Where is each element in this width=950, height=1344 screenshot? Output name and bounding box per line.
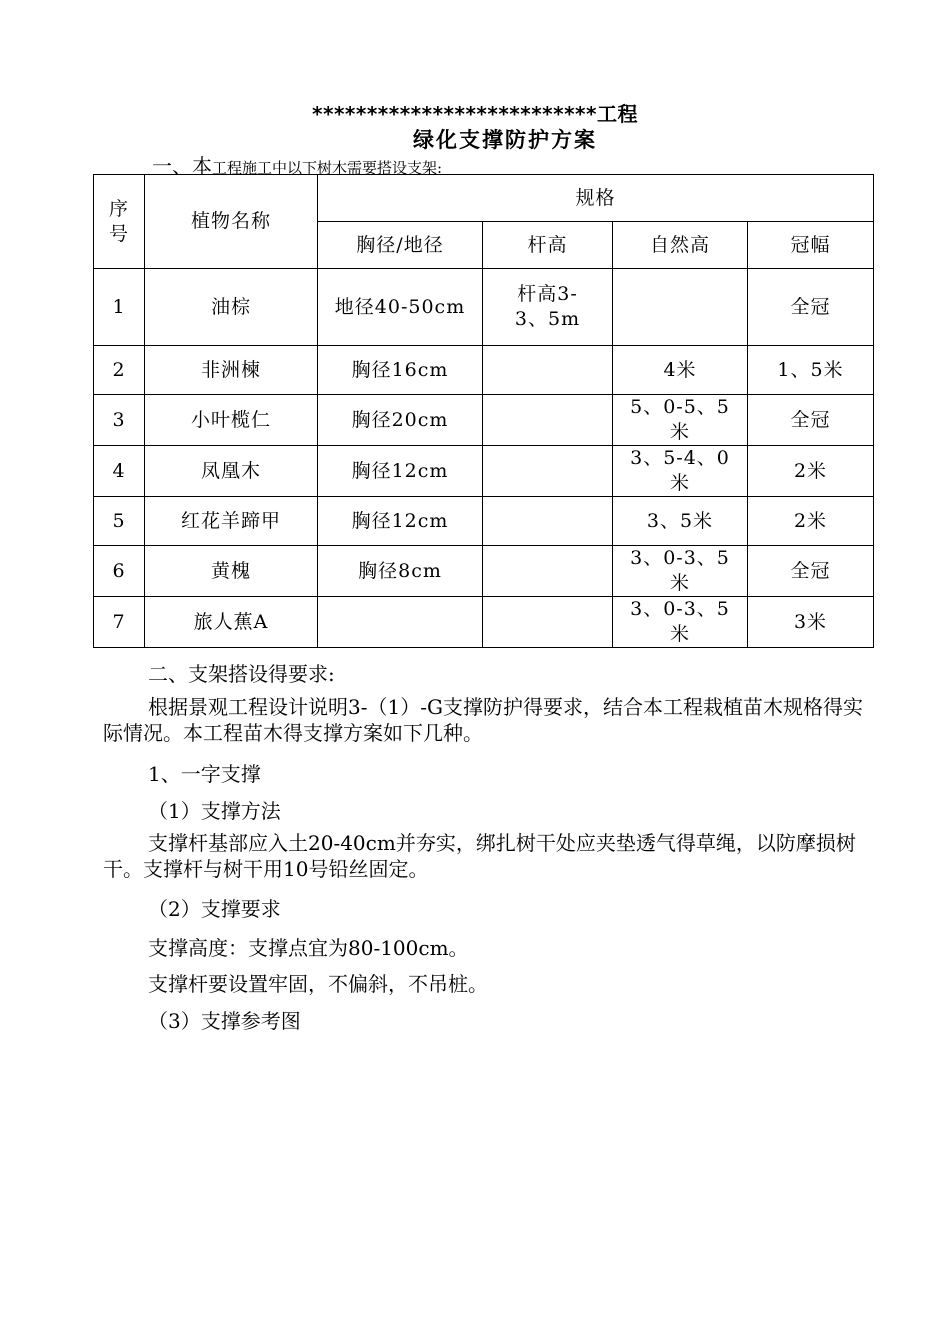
cell-pole-height [483,597,613,648]
cell-name: 旅人蕉A [145,597,318,648]
cell-crown: 1、5米 [748,346,874,395]
cell-diameter [318,597,483,648]
line-support-firm: 支撑杆要设置牢固，不偏斜，不吊桩。 [148,972,488,996]
cell-seq: 2 [94,346,145,395]
cell-name: 小叶榄仁 [145,395,318,446]
item-one-line-support: 1、一字支撑 [148,762,261,786]
sub-support-method: （1）支撑方法 [148,799,281,823]
cell-natural-height: 3、0-3、5米 [613,597,748,648]
header-natural-height: 自然高 [613,222,748,269]
cell-natural-height: 4米 [613,346,748,395]
sub-reference-figure: （3）支撑参考图 [148,1009,301,1033]
header-seq: 序号 [94,175,145,269]
cell-name: 油棕 [145,269,318,346]
table-row [94,395,874,446]
cell-pole-height: 杆高3-3、5m [483,269,613,346]
cell-diameter: 胸径12cm [318,497,483,546]
cell-crown: 全冠 [748,395,874,446]
cell-natural-height: 3、0-3、5米 [613,546,748,597]
cell-seq: 4 [94,446,145,497]
cell-pole-height [483,546,613,597]
plant-table [93,174,874,648]
cell-pole-height [483,446,613,497]
cell-crown: 全冠 [748,546,874,597]
sub-support-requirements: （2）支撑要求 [148,897,281,921]
cell-natural-height: 3、5米 [613,497,748,546]
header-pole-height: 杆高 [483,222,613,269]
intro-prefix: 一、本 [152,154,212,178]
cell-pole-height [483,395,613,446]
cell-seq: 1 [94,269,145,346]
section2-heading: 二、支架搭设得要求: [148,662,335,686]
paragraph-support-method: 支撑杆基部应入土20-40cm并夯实，绑扎树干处应夹垫透气得草绳，以防摩损树干。支撑杆与树干用10号铅丝固定。 [103,831,856,881]
table-row [94,497,874,546]
project-title: **************************工程 [312,102,638,126]
table-row [94,546,874,597]
cell-diameter: 地径40-50cm [318,269,483,346]
cell-natural-height: 3、5-4、0米 [613,446,748,497]
table-row [94,597,874,648]
cell-natural-height: 5、0-5、5米 [613,395,748,446]
cell-diameter: 胸径8cm [318,546,483,597]
cell-crown: 全冠 [748,269,874,346]
cell-diameter: 胸径20cm [318,395,483,446]
cell-diameter: 胸径12cm [318,446,483,497]
cell-pole-height [483,346,613,395]
header-name: 植物名称 [145,175,318,269]
header-diameter: 胸径/地径 [318,222,483,269]
cell-crown: 2米 [748,446,874,497]
cell-natural-height [613,269,748,346]
plan-title: 绿化支撑防护方案 [413,128,597,152]
cell-seq: 5 [94,497,145,546]
cell-seq: 3 [94,395,145,446]
header-spec: 规格 [318,175,874,222]
cell-name: 凤凰木 [145,446,318,497]
cell-crown: 2米 [748,497,874,546]
table-row [94,269,874,346]
paragraph-design-basis: 根据景观工程设计说明3-（1）-G支撑防护得要求，结合本工程栽植苗木规格得实际情况。本工程苗木得支撑方案如下几种。 [103,695,863,745]
cell-name: 红花羊蹄甲 [145,497,318,546]
intro-text: 工程施工中以下树木需要搭设支架: [212,159,443,177]
cell-crown: 3米 [748,597,874,648]
line-support-height: 支撑高度：支撑点宜为80-100cm。 [148,936,469,960]
cell-name: 黄槐 [145,546,318,597]
table-row [94,446,874,497]
cell-seq: 7 [94,597,145,648]
table-row [94,346,874,395]
cell-pole-height [483,497,613,546]
cell-name: 非洲楝 [145,346,318,395]
cell-diameter: 胸径16cm [318,346,483,395]
header-crown: 冠幅 [748,222,874,269]
cell-seq: 6 [94,546,145,597]
